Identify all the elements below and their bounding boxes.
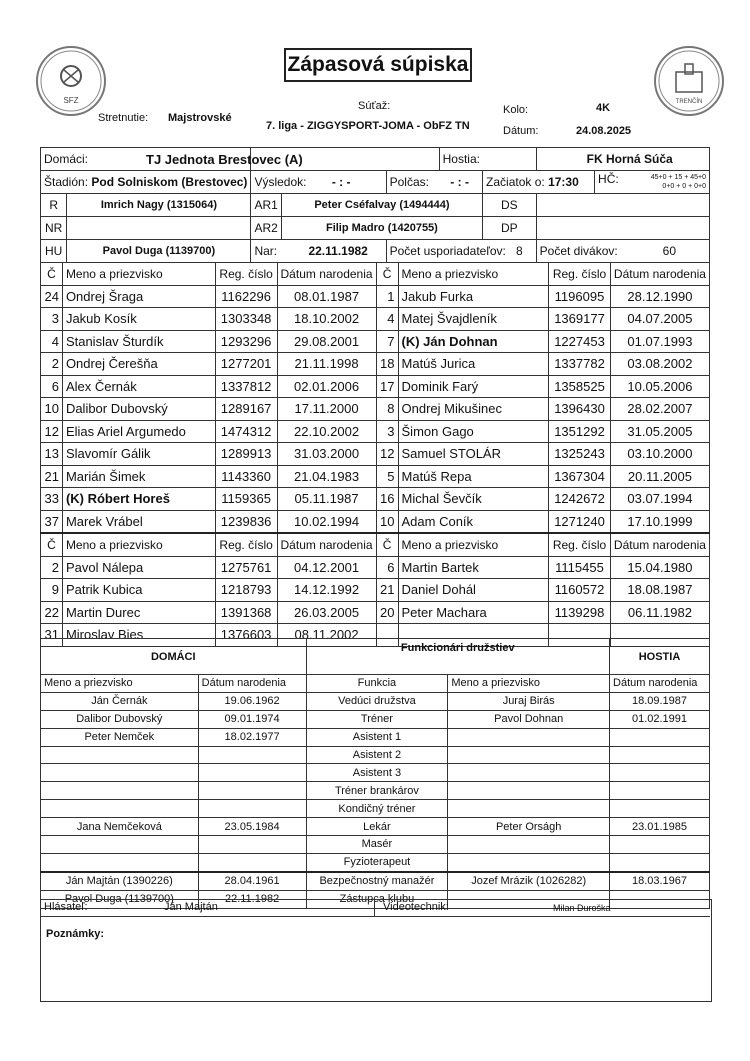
officials-col-function: Funkcia xyxy=(306,675,448,693)
home-player-name: Dalibor Dubovský xyxy=(62,398,215,421)
svg-text:TRENČÍN: TRENČÍN xyxy=(675,99,703,105)
usporiadatelia-value: 8 xyxy=(515,244,523,258)
document-title: Zápasová súpiska xyxy=(284,48,472,82)
home-official-name xyxy=(41,836,199,854)
home-official-name: Ján Černák xyxy=(41,692,199,710)
divaci-cell xyxy=(536,240,709,263)
official-function: Kondičný tréner xyxy=(306,800,448,818)
away-number: 5 xyxy=(376,465,398,488)
ar2-value: Filip Madro (1420755) xyxy=(281,217,482,240)
home-number: 2 xyxy=(41,556,63,579)
videotechnik-value: Milan Duroška xyxy=(553,903,611,913)
away-reg-number: 1227453 xyxy=(549,330,611,353)
home-number: 33 xyxy=(41,488,63,511)
ar1-value: Peter Cséfalvay (1494444) xyxy=(281,194,482,217)
home-official-name xyxy=(41,746,199,764)
home-reg-number: 1277201 xyxy=(215,353,277,376)
stretnutie-value: Majstrovské xyxy=(168,112,232,124)
away-reg-number: 1242672 xyxy=(549,488,611,511)
home-birth-date: 08.11.2002 xyxy=(277,624,376,647)
away-number: 7 xyxy=(376,330,398,353)
away-official-name xyxy=(448,800,610,818)
vysledok-value: - : - xyxy=(331,175,351,189)
official-function: Fyzioterapeut xyxy=(306,853,448,871)
away-official-dob xyxy=(610,764,710,782)
official-row xyxy=(41,764,710,782)
home-birth-date: 10.02.1994 xyxy=(277,510,376,533)
away-player-name: Matej Švajdleník xyxy=(398,308,549,331)
official-row xyxy=(41,746,710,764)
col-name-away: Meno a priezvisko xyxy=(398,263,549,286)
away-player-name: Adam Coník xyxy=(398,510,549,533)
away-number: 18 xyxy=(376,353,398,376)
hc-label: HČ: xyxy=(598,172,619,186)
home-official-name: Pavol Duga (1139700) xyxy=(41,890,199,908)
away-official-dob xyxy=(610,746,710,764)
col-c-home: Č xyxy=(41,263,63,286)
officials-away-header: HOSTIA xyxy=(610,639,710,675)
zaciatok-value: 17:30 xyxy=(548,175,579,189)
away-player-name: Jakub Furka xyxy=(398,285,549,308)
home-number: 10 xyxy=(41,398,63,421)
r-value: Imrich Nagy (1315064) xyxy=(67,194,251,217)
officials-col-dob-away: Dátum narodenia xyxy=(610,675,710,693)
away-birth-date: 28.02.2007 xyxy=(610,398,709,421)
col-c-away-subs: Č xyxy=(376,533,398,556)
home-number: 12 xyxy=(41,420,63,443)
away-number: 20 xyxy=(376,601,398,624)
match-info-table xyxy=(40,147,710,263)
home-birth-date: 26.03.2005 xyxy=(277,601,376,624)
away-birth-date: 15.04.1980 xyxy=(610,556,709,579)
away-player-name: Šimon Gago xyxy=(398,420,549,443)
home-birth-date: 04.12.2001 xyxy=(277,556,376,579)
away-official-dob xyxy=(610,853,710,871)
away-official-name xyxy=(448,836,610,854)
away-official-name xyxy=(448,782,610,800)
nar-label: Nar: xyxy=(254,244,278,258)
away-official-dob xyxy=(610,728,710,746)
ar1-label: AR1 xyxy=(251,194,281,217)
home-player-name: Slavomír Gálik xyxy=(62,443,215,466)
hc-bottom: 0+0 + 0 + 0+0 xyxy=(662,183,706,190)
away-number: 21 xyxy=(376,579,398,602)
videotechnik-cell xyxy=(375,899,710,917)
away-number: 8 xyxy=(376,398,398,421)
official-function: Asistent 2 xyxy=(306,746,448,764)
home-birth-date: 21.11.1998 xyxy=(277,353,376,376)
official-row xyxy=(41,836,710,854)
home-official-dob: 09.01.1974 xyxy=(198,710,306,728)
sub-row xyxy=(41,579,710,602)
home-official-dob: 19.06.1962 xyxy=(198,692,306,710)
away-reg-number: 1325243 xyxy=(549,443,611,466)
home-official-name: Jana Nemčeková xyxy=(41,818,199,836)
home-player-name: Marek Vrábel xyxy=(62,510,215,533)
poznamky-label: Poznámky: xyxy=(46,928,105,940)
home-number: 6 xyxy=(41,375,63,398)
away-reg-number: 1367304 xyxy=(549,465,611,488)
away-reg-number: 1396430 xyxy=(549,398,611,421)
datum-value: 24.08.2025 xyxy=(576,125,632,137)
away-number: 1 xyxy=(376,285,398,308)
officials-col-dob-home: Dátum narodenia xyxy=(198,675,306,693)
official-function: Zástupca klubu xyxy=(306,890,448,908)
officials-title: Funkcionári družstiev xyxy=(306,639,610,675)
stadion-cell xyxy=(41,171,251,194)
col-name-away-subs: Meno a priezvisko xyxy=(398,533,549,556)
starter-row xyxy=(41,285,710,308)
nr-value xyxy=(67,217,251,240)
away-birth-date: 18.08.1987 xyxy=(610,579,709,602)
away-birth-date: 10.05.2006 xyxy=(610,375,709,398)
official-function: Masér xyxy=(306,836,448,854)
hlasatel-label: Hlásateľ: xyxy=(44,901,88,913)
away-official-dob xyxy=(610,782,710,800)
away-official-name xyxy=(448,764,610,782)
official-function: Bezpečnostný manažér xyxy=(306,872,448,890)
vysledok-label: Výsledok: xyxy=(254,175,307,189)
away-official-dob: 23.01.1985 xyxy=(610,818,710,836)
col-dob-home: Dátum narodenia xyxy=(277,263,376,286)
home-player-name: (K) Róbert Horeš xyxy=(62,488,215,511)
home-number: 13 xyxy=(41,443,63,466)
col-reg-away: Reg. číslo xyxy=(549,263,611,286)
home-reg-number: 1143360 xyxy=(215,465,277,488)
home-player-name: Jakub Kosík xyxy=(62,308,215,331)
sutaz-value: 7. liga - ZIGGYSPORT-JOMA - ObFZ TN xyxy=(266,120,470,132)
away-official-dob: 18.03.1967 xyxy=(610,872,710,890)
home-player-name: Elias Ariel Argumedo xyxy=(62,420,215,443)
domaci-value: TJ Jednota Brestovec (A) xyxy=(146,152,303,167)
away-birth-date: 01.07.1993 xyxy=(610,330,709,353)
col-dob-away: Dátum narodenia xyxy=(610,263,709,286)
home-official-dob xyxy=(198,782,306,800)
home-reg-number: 1474312 xyxy=(215,420,277,443)
starter-row xyxy=(41,330,710,353)
away-birth-date: 20.11.2005 xyxy=(610,465,709,488)
away-number: 17 xyxy=(376,375,398,398)
away-reg-number: 1351292 xyxy=(549,420,611,443)
away-player-name: (K) Ján Dohnan xyxy=(398,330,549,353)
away-player-name: Ondrej Mikušinec xyxy=(398,398,549,421)
away-official-name: Juraj Birás xyxy=(448,692,610,710)
home-reg-number: 1293296 xyxy=(215,330,277,353)
home-birth-date: 21.04.1983 xyxy=(277,465,376,488)
official-function: Lekár xyxy=(306,818,448,836)
home-official-name: Ján Majtán (1390226) xyxy=(41,872,199,890)
home-number: 9 xyxy=(41,579,63,602)
starter-row xyxy=(41,353,710,376)
home-official-dob: 23.05.1984 xyxy=(198,818,306,836)
home-player-name: Alex Černák xyxy=(62,375,215,398)
home-birth-date: 17.11.2000 xyxy=(277,398,376,421)
official-function: Asistent 3 xyxy=(306,764,448,782)
away-player-name: Peter Machara xyxy=(398,601,549,624)
away-reg-number: 1160572 xyxy=(549,579,611,602)
videotechnik-label: Videotechnik: xyxy=(383,901,449,913)
away-reg-number: 1115455 xyxy=(549,556,611,579)
away-birth-date: 03.07.1994 xyxy=(610,488,709,511)
home-reg-number: 1162296 xyxy=(215,285,277,308)
vysledok-cell xyxy=(251,171,386,194)
home-birth-date: 22.10.2002 xyxy=(277,420,376,443)
away-official-dob xyxy=(610,800,710,818)
home-reg-number: 1239836 xyxy=(215,510,277,533)
home-official-dob xyxy=(198,764,306,782)
home-reg-number: 1289167 xyxy=(215,398,277,421)
col-reg-home: Reg. číslo xyxy=(215,263,277,286)
starter-row xyxy=(41,488,710,511)
official-row xyxy=(41,692,710,710)
col-c-home-subs: Č xyxy=(41,533,63,556)
hostia-value: FK Horná Súča xyxy=(536,148,709,171)
official-row xyxy=(41,818,710,836)
hu-label: HU xyxy=(41,240,67,263)
officials-col-name-home: Meno a priezvisko xyxy=(41,675,199,693)
polcas-label: Polčas: xyxy=(389,175,429,189)
divaci-value: 60 xyxy=(662,244,676,258)
starter-row xyxy=(41,398,710,421)
starter-row xyxy=(41,443,710,466)
away-birth-date: 06.11.1982 xyxy=(610,601,709,624)
zaciatok-cell xyxy=(483,171,595,194)
home-player-name: Marián Šimek xyxy=(62,465,215,488)
r-label: R xyxy=(41,194,67,217)
nr-label: NR xyxy=(41,217,67,240)
ar2-label: AR2 xyxy=(251,217,281,240)
home-number: 4 xyxy=(41,330,63,353)
away-official-dob: 01.02.1991 xyxy=(610,710,710,728)
official-row xyxy=(41,800,710,818)
home-official-dob xyxy=(198,800,306,818)
hc-top: 45+0 + 15 + 45+0 xyxy=(650,174,706,181)
home-official-dob: 28.04.1961 xyxy=(198,872,306,890)
officials-col-name-away: Meno a priezvisko xyxy=(448,675,610,693)
official-function: Vedúci družstva xyxy=(306,692,448,710)
home-reg-number: 1289913 xyxy=(215,443,277,466)
home-reg-number: 1376603 xyxy=(215,624,277,647)
home-official-dob xyxy=(198,746,306,764)
away-reg-number: 1139298 xyxy=(549,601,611,624)
away-number: 3 xyxy=(376,420,398,443)
away-birth-date: 28.12.1990 xyxy=(610,285,709,308)
home-player-name: Patrik Kubica xyxy=(62,579,215,602)
home-birth-date: 14.12.1992 xyxy=(277,579,376,602)
nar-value: 22.11.1982 xyxy=(308,244,368,258)
away-reg-number: 1196095 xyxy=(549,285,611,308)
domaci-cell xyxy=(41,148,303,171)
home-official-name xyxy=(41,764,199,782)
away-official-name: Jozef Mrázik (1026282) xyxy=(448,872,610,890)
away-birth-date: 03.08.2002 xyxy=(610,353,709,376)
polcas-value: - : - xyxy=(450,175,469,189)
sfz-logo xyxy=(36,46,106,116)
away-birth-date: 04.07.2005 xyxy=(610,308,709,331)
home-reg-number: 1337812 xyxy=(215,375,277,398)
home-official-name xyxy=(41,800,199,818)
official-row xyxy=(41,728,710,746)
hlasatel-cell xyxy=(40,899,375,917)
away-birth-date: 03.10.2000 xyxy=(610,443,709,466)
col-c-away: Č xyxy=(376,263,398,286)
col-dob-home-subs: Dátum narodenia xyxy=(277,533,376,556)
home-official-name: Dalibor Dubovský xyxy=(41,710,199,728)
away-player-name: Dominik Farý xyxy=(398,375,549,398)
home-official-dob xyxy=(198,836,306,854)
away-player-name: Daniel Dohál xyxy=(398,579,549,602)
kolo-value: 4K xyxy=(596,102,611,114)
away-number: 4 xyxy=(376,308,398,331)
official-row xyxy=(41,710,710,728)
away-player-name: Martin Bartek xyxy=(398,556,549,579)
official-row xyxy=(41,872,710,890)
starter-row xyxy=(41,308,710,331)
home-number: 21 xyxy=(41,465,63,488)
away-official-dob xyxy=(610,836,710,854)
sutaz-label: Súťaž: xyxy=(358,100,391,112)
away-player-name: Matúš Jurica xyxy=(398,353,549,376)
stadion-label: Štadión: xyxy=(44,175,89,189)
home-player-name: Ondrej Šraga xyxy=(62,285,215,308)
official-function: Asistent 1 xyxy=(306,728,448,746)
nar-cell xyxy=(251,240,386,263)
away-official-name xyxy=(448,728,610,746)
hc-cell xyxy=(595,171,710,194)
home-number: 3 xyxy=(41,308,63,331)
stadion-value: Pod Solniskom (Brestovec) xyxy=(91,175,248,189)
col-reg-away-subs: Reg. číslo xyxy=(549,533,611,556)
home-number: 22 xyxy=(41,601,63,624)
datum-label: Dátum: xyxy=(503,125,539,137)
starter-row xyxy=(41,420,710,443)
hostia-label: Hostia: xyxy=(439,148,536,171)
away-official-name xyxy=(448,853,610,871)
officials-home-header: DOMÁCI xyxy=(41,639,307,675)
away-official-name xyxy=(448,746,610,764)
usporiadatelia-label: Počet usporiadateľov: xyxy=(389,244,506,258)
divaci-label: Počet divákov: xyxy=(539,244,618,258)
home-birth-date: 02.01.2006 xyxy=(277,375,376,398)
away-reg-number: 1358525 xyxy=(549,375,611,398)
stretnutie-label: Stretnutie: xyxy=(98,112,149,124)
sub-row xyxy=(41,556,710,579)
home-official-name: Peter Nemček xyxy=(41,728,199,746)
away-birth-date: 17.10.1999 xyxy=(610,510,709,533)
home-official-dob: 22.11.1982 xyxy=(198,890,306,908)
home-birth-date: 08.01.1987 xyxy=(277,285,376,308)
official-function: Tréner xyxy=(306,710,448,728)
away-official-dob: 18.09.1987 xyxy=(610,692,710,710)
home-reg-number: 1218793 xyxy=(215,579,277,602)
sub-row xyxy=(41,601,710,624)
hlasatel-value: Ján Majtán xyxy=(164,901,218,913)
officials-table xyxy=(40,638,710,909)
away-reg-number: 1369177 xyxy=(549,308,611,331)
col-name-home-subs: Meno a priezvisko xyxy=(62,533,215,556)
home-birth-date: 31.03.2000 xyxy=(277,443,376,466)
home-reg-number: 1303348 xyxy=(215,308,277,331)
home-reg-number: 1275761 xyxy=(215,556,277,579)
home-official-name xyxy=(41,782,199,800)
col-dob-away-subs: Dátum narodenia xyxy=(610,533,709,556)
usporiadatelia-cell xyxy=(386,240,536,263)
away-official-name: Peter Orságh xyxy=(448,818,610,836)
away-official-name: Pavol Dohnan xyxy=(448,710,610,728)
kolo-label: Kolo: xyxy=(503,104,529,116)
away-player-name: Michal Ševčík xyxy=(398,488,549,511)
home-official-dob xyxy=(198,853,306,871)
away-number: 10 xyxy=(376,510,398,533)
starter-row xyxy=(41,375,710,398)
ds-label: DS xyxy=(483,194,537,217)
polcas-cell xyxy=(386,171,482,194)
away-number: 16 xyxy=(376,488,398,511)
away-birth-date: 31.05.2005 xyxy=(610,420,709,443)
away-reg-number: 1271240 xyxy=(549,510,611,533)
hu-value: Pavol Duga (1139700) xyxy=(67,240,251,263)
official-row xyxy=(41,782,710,800)
home-player-name: Martin Durec xyxy=(62,601,215,624)
obfz-trencin-logo xyxy=(654,46,724,116)
home-player-name: Pavol Nálepa xyxy=(62,556,215,579)
starter-row xyxy=(41,465,710,488)
home-player-name: Miroslav Bies xyxy=(62,624,215,647)
official-row xyxy=(41,853,710,871)
home-number: 2 xyxy=(41,353,63,376)
home-official-name xyxy=(41,853,199,871)
away-number: 12 xyxy=(376,443,398,466)
players-table xyxy=(40,262,710,647)
domaci-label: Domáci: xyxy=(44,152,89,166)
svg-text:SFZ: SFZ xyxy=(63,96,79,105)
away-reg-number: 1337782 xyxy=(549,353,611,376)
zaciatok-label: Začiatok o: xyxy=(486,175,545,189)
home-number: 24 xyxy=(41,285,63,308)
home-reg-number: 1159365 xyxy=(215,488,277,511)
home-player-name: Ondrej Čerešňa xyxy=(62,353,215,376)
col-reg-home-subs: Reg. číslo xyxy=(215,533,277,556)
home-number: 31 xyxy=(41,624,63,647)
home-reg-number: 1391368 xyxy=(215,601,277,624)
away-number: 6 xyxy=(376,556,398,579)
home-birth-date: 29.08.2001 xyxy=(277,330,376,353)
home-number: 37 xyxy=(41,510,63,533)
dp-label: DP xyxy=(483,217,537,240)
home-birth-date: 05.11.1987 xyxy=(277,488,376,511)
starter-row xyxy=(41,510,710,533)
home-official-dob: 18.02.1977 xyxy=(198,728,306,746)
home-birth-date: 18.10.2002 xyxy=(277,308,376,331)
away-player-name: Samuel STOLÁR xyxy=(398,443,549,466)
away-player-name: Matúš Repa xyxy=(398,465,549,488)
col-name-home: Meno a priezvisko xyxy=(62,263,215,286)
official-function: Tréner brankárov xyxy=(306,782,448,800)
home-player-name: Stanislav Šturdík xyxy=(62,330,215,353)
